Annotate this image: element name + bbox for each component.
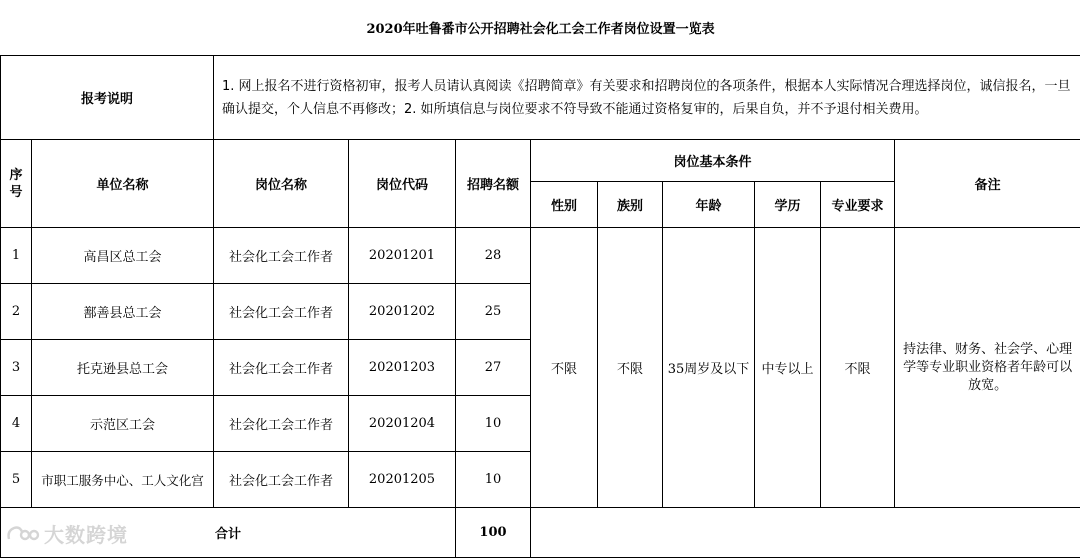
- header-conditions: 岗位基本条件: [531, 140, 895, 182]
- row-quota: 28: [456, 228, 531, 284]
- row-unit: 市职工服务中心、工人文化宫: [32, 452, 214, 508]
- watermark-logo-icon: [6, 523, 40, 545]
- row-position: 社会化工会工作者: [214, 284, 349, 340]
- row-code: 20201202: [349, 284, 456, 340]
- header-age: 年龄: [663, 182, 755, 228]
- total-label: 合计: [1, 508, 456, 558]
- row-seq: 2: [1, 284, 32, 340]
- row-code: 20201205: [349, 452, 456, 508]
- row-position: 社会化工会工作者: [214, 396, 349, 452]
- shared-age: 35周岁及以下: [663, 228, 755, 508]
- row-code: 20201201: [349, 228, 456, 284]
- total-filler: [531, 508, 1080, 558]
- row-seq: 1: [1, 228, 32, 284]
- header-unit: 单位名称: [32, 140, 214, 228]
- row-quota: 10: [456, 452, 531, 508]
- page-title: 2020年吐鲁番市公开招聘社会化工会工作者岗位设置一览表: [1, 0, 1080, 56]
- row-seq: 3: [1, 340, 32, 396]
- row-unit: 托克逊县总工会: [32, 340, 214, 396]
- row-unit: 示范区工会: [32, 396, 214, 452]
- total-value: 100: [456, 508, 531, 558]
- shared-ethnicity: 不限: [598, 228, 663, 508]
- total-row: [1, 508, 1080, 558]
- watermark: [6, 519, 128, 548]
- row-position: 社会化工会工作者: [214, 228, 349, 284]
- shared-major: 不限: [821, 228, 895, 508]
- header-code: 岗位代码: [349, 140, 456, 228]
- header-seq-label: 序号: [8, 167, 24, 201]
- shared-remarks: 持法律、财务、社会学、心理学等专业职业资格者年龄可以放宽。: [895, 228, 1080, 508]
- header-ethnicity: 族别: [598, 182, 663, 228]
- notice-text: 1. 网上报名不进行资格初审，报考人员请认真阅读《招聘简章》有关要求和招聘岗位的各项条件，根据本人实际情况合理选择岗位，诚信报名，一旦确认提交，个人信息不再修改；2. 如所填信息与岗位要求不符导致不能通过资格复审的，后果自负，并不予退付相关费用。: [214, 56, 1080, 140]
- row-seq: 5: [1, 452, 32, 508]
- row-code: 20201203: [349, 340, 456, 396]
- row-unit: 鄯善县总工会: [32, 284, 214, 340]
- row-position: 社会化工会工作者: [214, 452, 349, 508]
- table-row: [1, 228, 1080, 284]
- row-quota: 25: [456, 284, 531, 340]
- header-major: 专业要求: [821, 182, 895, 228]
- row-code: 20201204: [349, 396, 456, 452]
- notice-label: 报考说明: [1, 56, 214, 140]
- shared-gender: 不限: [531, 228, 598, 508]
- header-position: 岗位名称: [214, 140, 349, 228]
- row-quota: 27: [456, 340, 531, 396]
- header-quota: 招聘名额: [456, 140, 531, 228]
- row-unit: 高昌区总工会: [32, 228, 214, 284]
- header-remarks: 备注: [895, 140, 1080, 228]
- watermark-text: 大数跨境: [44, 519, 128, 548]
- header-seq: [1, 140, 32, 228]
- row-position: 社会化工会工作者: [214, 340, 349, 396]
- shared-education: 中专以上: [755, 228, 821, 508]
- header-education: 学历: [755, 182, 821, 228]
- row-quota: 10: [456, 396, 531, 452]
- row-seq: 4: [1, 396, 32, 452]
- header-gender: 性别: [531, 182, 598, 228]
